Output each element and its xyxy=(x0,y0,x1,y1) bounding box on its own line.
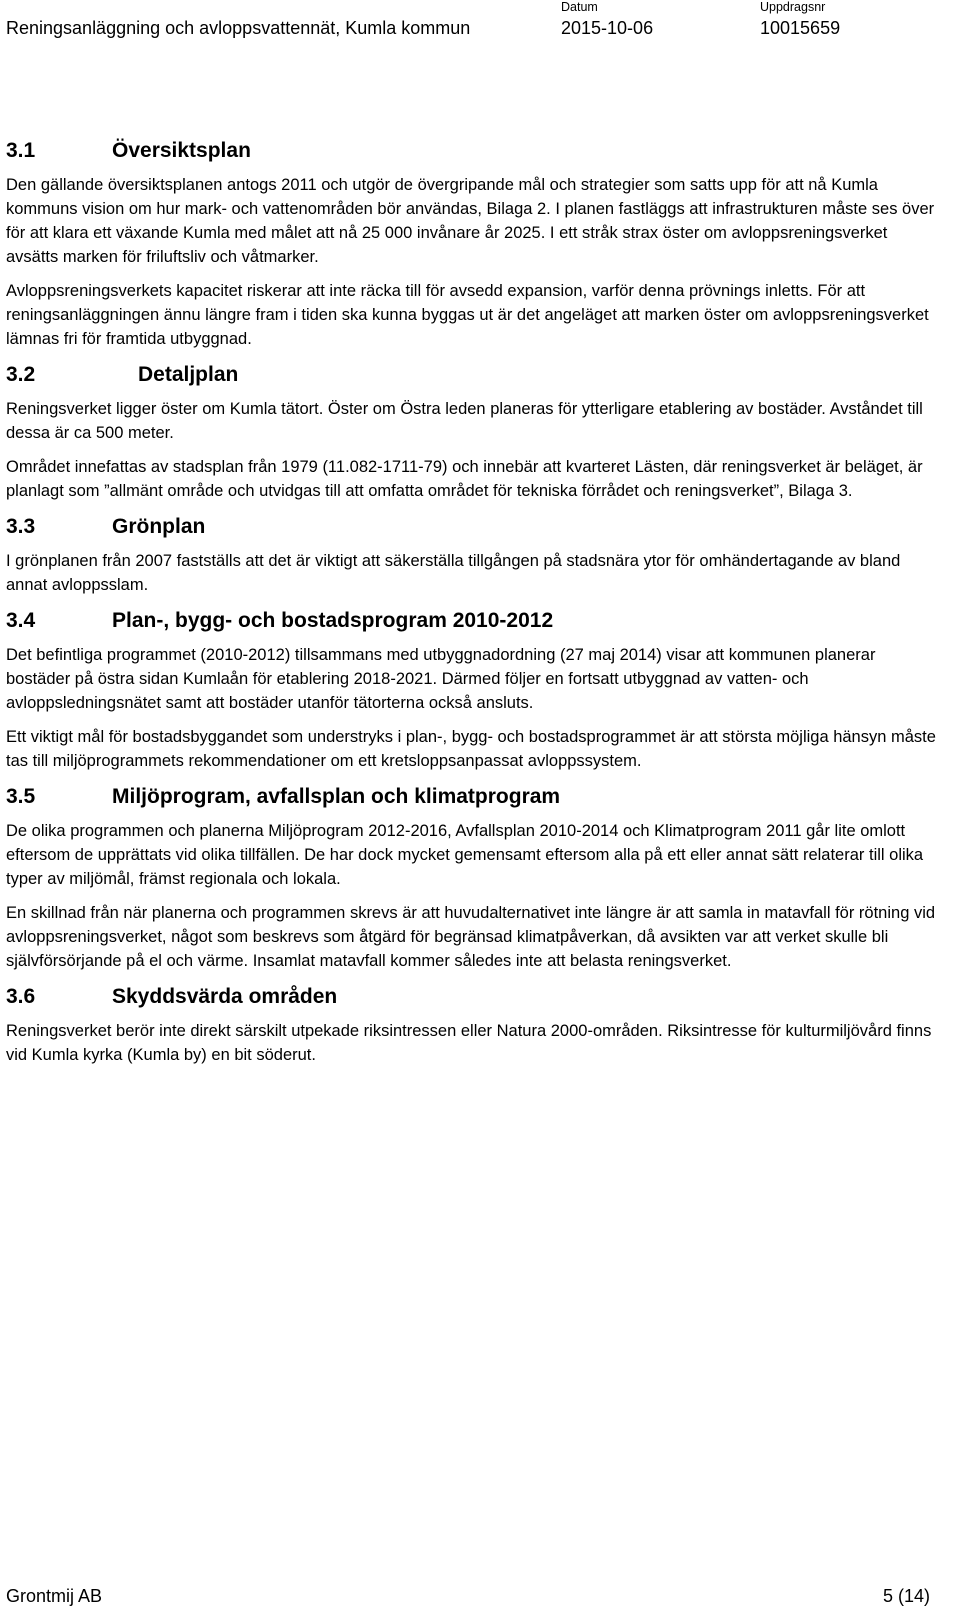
section-number: 3.4 xyxy=(6,609,36,632)
document-body xyxy=(6,137,938,1077)
assignment-number-value: 10015659 xyxy=(760,18,841,38)
page-number: 5 (14) xyxy=(882,1586,930,1606)
paragraph: Reningsverket berör inte direkt särskilt utpekade riksintressen eller Natura 2000-områden. Riksintresse för kulturmiljövård finns vid Kumla kyrka (Kumla by) en bit söderut. xyxy=(6,1022,932,1064)
company-name: Grontmij AB xyxy=(6,1586,103,1606)
section-number: 3.2 xyxy=(6,363,36,386)
paragraph: Den gällande översiktsplanen antogs 2011 och utgör de övergripande mål och strategier som satts upp för att nå Kumla kommuns vision om hur mark- och vattenområden bör användas, Bilaga 2. I planen fastläggs att infrastrukturen måste ses över för att klara ett växande Kumla med målet att nå 25 000 invånare år 2025. I ett stråk strax öster om avloppsreningsverket avsätts marken för friluftsliv och våtmarker. xyxy=(6,176,935,266)
assignment-number-field xyxy=(760,0,840,40)
paragraph: I grönplanen från 2007 fastställs att det är viktigt att säkerställa tillgången på stadsnära ytor för omhändertagande av bland annat avloppsslam. xyxy=(6,552,901,594)
section-title: Översiktsplan xyxy=(112,139,251,162)
date-label: Datum xyxy=(561,0,598,14)
section-heading xyxy=(6,607,938,635)
section-oversiktsplan xyxy=(6,137,938,351)
section-heading xyxy=(6,361,938,389)
section-skyddsvarda-omraden xyxy=(6,983,938,1067)
section-title: Plan-, bygg- och bostadsprogram 2010-2012 xyxy=(112,609,554,632)
paragraph: En skillnad från när planerna och programmen skrevs är att huvudalternativet inte längre är att samla in matavfall för rötning vid avloppsreningsverket, något som beskrevs som åtgärd för begränsad klimatpåverkan, då avsikten var att verket skulle bli självförsörjande på el och värme. Insamlat matavfall kommer således inte att belasta reningsverket. xyxy=(6,904,936,970)
section-gronplan xyxy=(6,513,938,597)
section-title: Miljöprogram, avfallsplan och klimatprogram xyxy=(112,785,561,808)
section-heading xyxy=(6,783,938,811)
section-heading xyxy=(6,513,938,541)
paragraph: Det befintliga programmet (2010-2012) tillsammans med utbyggnadordning (27 maj 2014) visar att kommunen planerar bostäder på östra sidan Kumlaån för etablering 2018-2021. Därmed följer en fortsatt utbyggnad av vatten- och avloppsledningsnätet samt att bostäder utanför tätorterna också ansluts. xyxy=(6,646,876,712)
date-field xyxy=(561,0,653,40)
paragraph: Reningsverket ligger öster om Kumla tätort. Öster om Östra leden planeras för ytterligare etablering av bostäder. Avståndet till dessa är ca 500 meter. xyxy=(6,400,923,442)
section-number: 3.1 xyxy=(6,139,36,162)
section-number: 3.3 xyxy=(6,515,36,538)
section-number: 3.6 xyxy=(6,985,36,1008)
paragraph: Ett viktigt mål för bostadsbyggandet som understryks i plan-, bygg- och bostadsprogrammet är att största möjliga hänsyn måste tas till miljöprogrammets rekommendationer om ett kretsloppsanpassat avloppssystem. xyxy=(6,728,936,770)
document-title: Reningsanläggning och avloppsvattennät, Kumla kommun xyxy=(6,18,471,38)
section-title: Skyddsvärda områden xyxy=(112,985,338,1008)
section-miljoprogram xyxy=(6,783,938,973)
section-detaljplan xyxy=(6,361,938,503)
section-heading xyxy=(6,137,938,165)
section-heading xyxy=(6,983,938,1011)
paragraph: Området innefattas av stadsplan från 1979 (11.082-1711-79) och innebär att kvarteret Lästen, där reningsverket är beläget, är planlagt som ”allmänt område och utvidgas till att omfatta området för tekniska förrådet och reningsverket”, Bilaga 3. xyxy=(6,458,923,500)
section-title: Grönplan xyxy=(112,515,206,538)
paragraph: De olika programmen och planerna Miljöprogram 2012-2016, Avfallsplan 2010-2014 och Klimatprogram 2011 går lite omlott eftersom de upprättats vid olika tillfällen. De har dock mycket gemensamt eftersom alla på ett eller annat sätt relaterar till olika typer av miljömål, främst regionala och lokala. xyxy=(6,822,924,888)
paragraph: Avloppsreningsverkets kapacitet riskerar att inte räcka till för avsedd expansion, varför denna prövnings inletts. För att reningsanläggningen ännu längre fram i tiden ska kunna byggas ut är det angeläget att marken öster om avloppsreningsverket lämnas fri för framtida utbyggnad. xyxy=(6,282,929,348)
section-title: Detaljplan xyxy=(138,363,239,386)
date-value: 2015-10-06 xyxy=(561,18,654,38)
section-number: 3.5 xyxy=(6,785,36,808)
page-header xyxy=(0,0,960,44)
section-plan-bygg-bostadsprogram xyxy=(6,607,938,773)
page-footer xyxy=(0,1586,960,1610)
assignment-number-label: Uppdragsnr xyxy=(760,0,826,14)
